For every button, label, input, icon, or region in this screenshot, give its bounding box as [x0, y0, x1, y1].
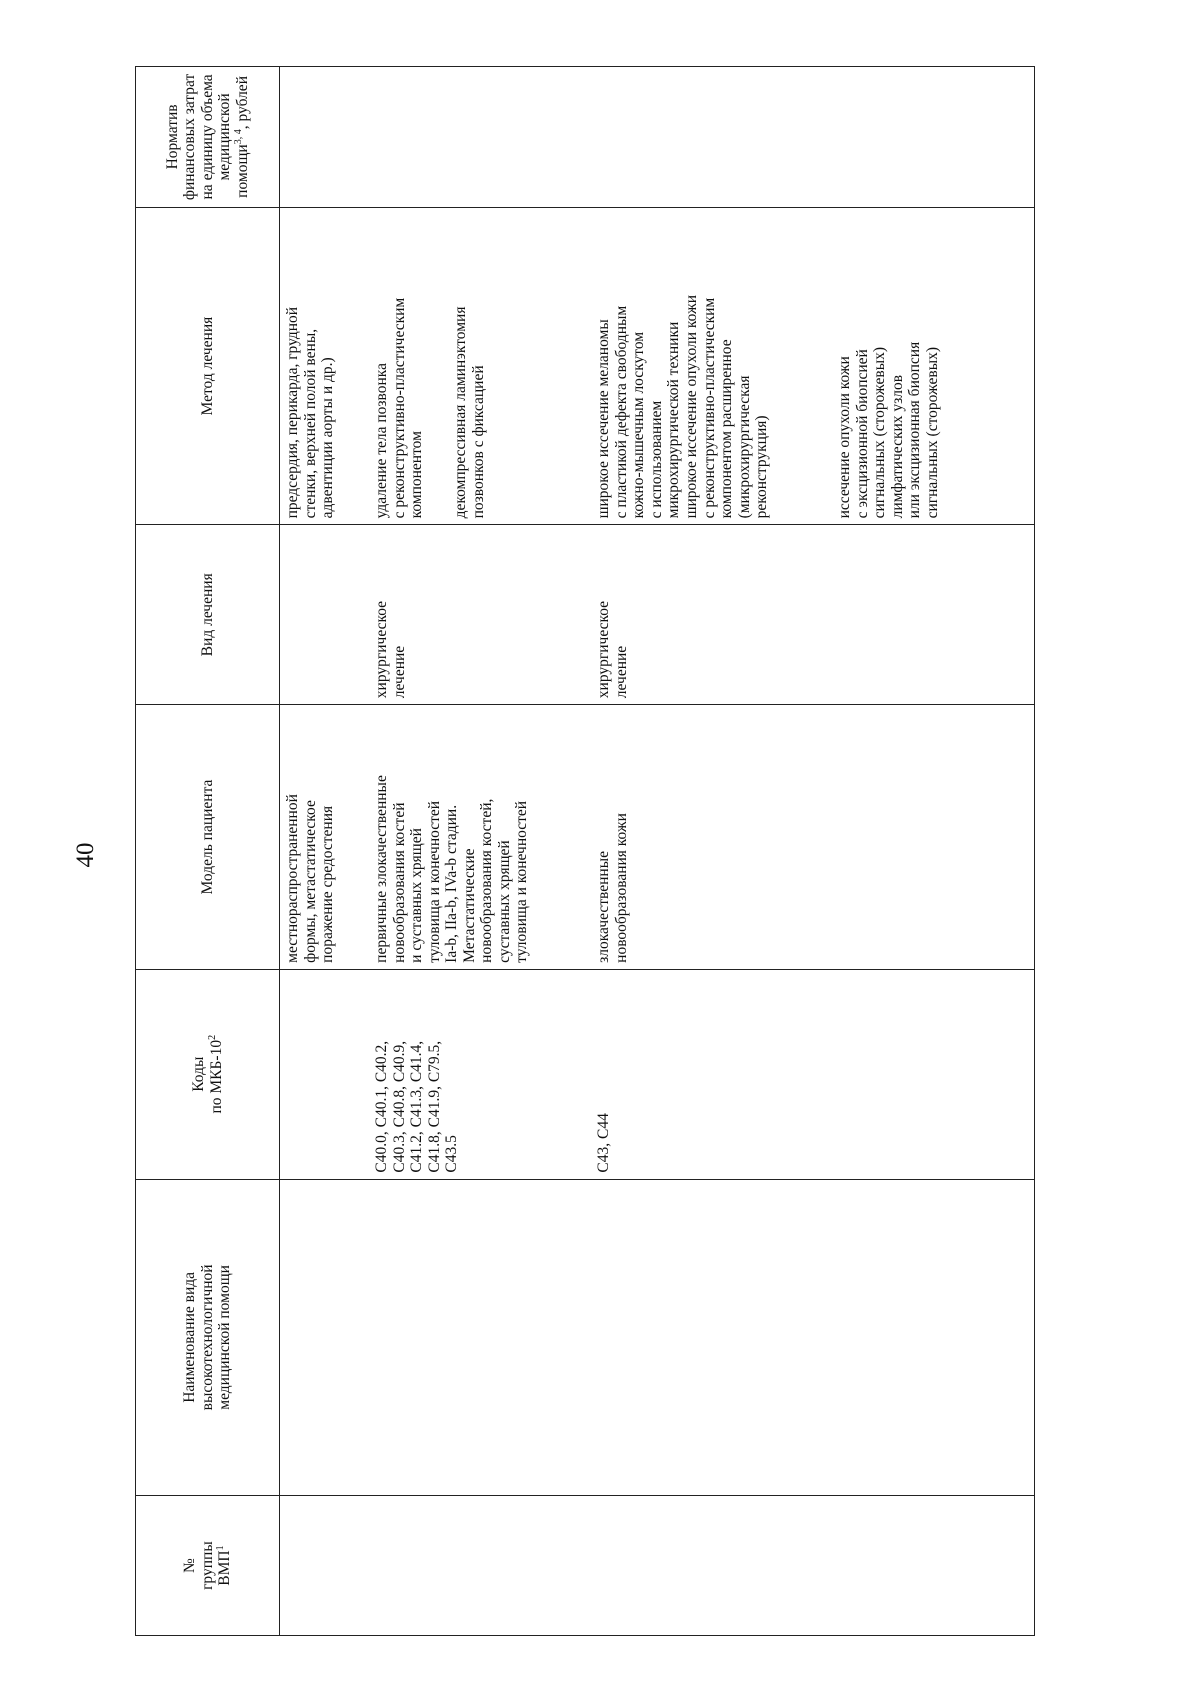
- codes-row-3: C43, C44: [595, 1113, 612, 1173]
- kind-row-3: хирургическое лечение: [595, 600, 630, 699]
- header-name-text: Наименование вида высокотехнологичной медицинской помощи: [181, 1264, 234, 1411]
- model-row-1: местнораспространенной формы, метастатическое поражение средостения: [284, 794, 336, 963]
- codes-row-2: C40.0, C40.1, C40.2, C40.3, C40.8, C40.9, C41.2, C41.3, C41.4, C41.8, C41.9, C79.5, C43.5: [373, 1040, 460, 1173]
- table-body: [280, 66, 1035, 1636]
- method-row-2: удаление тела позвонка с реконструктивно-пластическим компонентом: [373, 297, 425, 519]
- header-codes: [136, 969, 279, 1179]
- method-row-1: предсердия, перикарда, грудной стенки, верхней полой вены, адвентиции аорты и др.): [284, 306, 336, 519]
- header-cost-text: Норматив финансовых затрат на единицу объема медицинской помощи: [163, 73, 251, 201]
- col-kind: [280, 524, 1034, 704]
- header-codes-sup: 2: [206, 1034, 218, 1040]
- header-codes-text: Коды по МКБ-10: [190, 1039, 225, 1114]
- col-codes: [280, 969, 1034, 1179]
- method-row-3b: широкое иссечение опухоли кожи с реконструктивно-пластическим компонентом расширенное (микрохирургическая реконструкция): [683, 294, 770, 519]
- header-model: [136, 704, 279, 969]
- rotated-table: [135, 66, 1035, 1636]
- col-cost: [280, 67, 1034, 207]
- kind-row-2: хирургическое лечение: [373, 600, 408, 699]
- header-cost: [136, 67, 279, 207]
- model-row-3: злокачественные новообразования кожи: [595, 813, 630, 963]
- col-model: [280, 704, 1034, 969]
- col-group-no: [280, 1495, 1034, 1635]
- method-row-3c: иссечение опухоли кожи с эксцизионной биопсией сигнальных (сторожевых) лимфатических узлов или эксцизионная биопсия сигнальных (сторожевых): [836, 341, 941, 519]
- header-group-no-text: № группы ВМП: [181, 1541, 234, 1590]
- header-cost-tail: , рублей: [233, 76, 251, 130]
- header-kind-text: Вид лечения: [198, 573, 216, 657]
- method-row-2b: декомпрессивная ламинэктомия позвонков с фиксацией: [452, 306, 487, 519]
- col-method: [280, 207, 1034, 525]
- header-group-no-sup: 1: [215, 1545, 227, 1551]
- method-row-3: широкое иссечение меланомы с пластикой дефекта свободным кожно-мышечным лоскутом с использованием микрохирургической техники: [595, 305, 682, 519]
- header-kind: [136, 524, 279, 704]
- header-group-no: [136, 1495, 279, 1635]
- model-row-2: первичные злокачественные новообразования костей и суставных хрящей туловища и конечностей Ia-b, IIa-b, IVa-b стадии. Метастатические новообразования костей, суставных хрящей туловища и конечностей: [373, 775, 530, 963]
- header-cost-sup: 3, 4: [232, 129, 244, 145]
- header-method-text: Метод лечения: [198, 316, 216, 416]
- header-model-text: Модель пациента: [198, 779, 216, 895]
- header-name: [136, 1179, 279, 1496]
- page-number: 40: [72, 842, 99, 868]
- col-name: [280, 1179, 1034, 1496]
- table-header-row: [135, 66, 280, 1636]
- header-method: [136, 207, 279, 525]
